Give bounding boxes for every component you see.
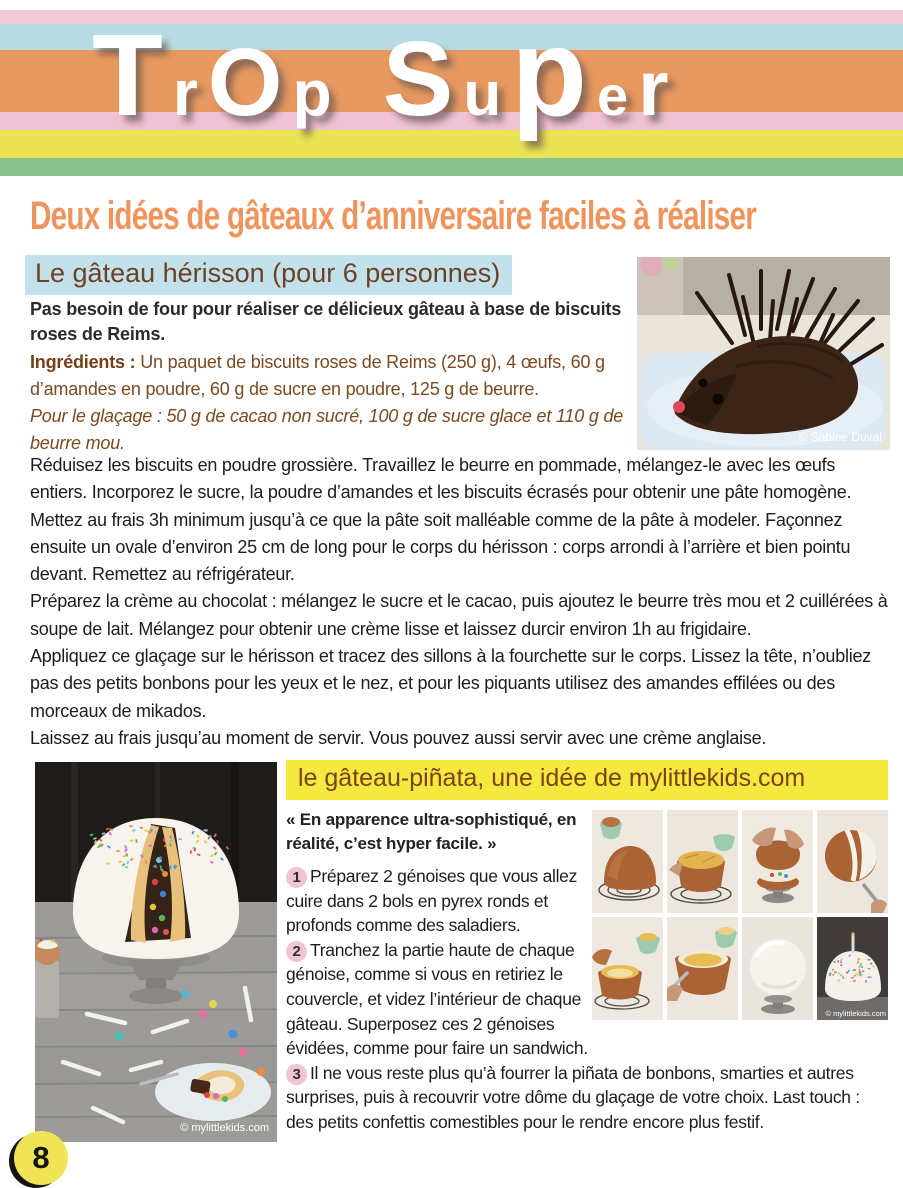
- hedgehog-cake-illustration: [637, 257, 890, 450]
- pinata-quote: « En apparence ultra-sophistiqué, en réalité, c’est hyper facile. »: [286, 810, 577, 853]
- step-2-badge: 2: [286, 941, 307, 962]
- step-3-badge: 3: [286, 1064, 307, 1085]
- section-heading-pinata: le gâteau-piñata, une idée de mylittlekids.com: [286, 760, 888, 800]
- step-3-text: Il ne vous reste plus qu’à fourrer la piñata de bonbons, smarties et autres surprises, puis à recouvrir votre dôme du glaçage de votre choix. Last touch : des petits confettis comestibles pour le rendre encore plus festif.: [286, 1062, 860, 1132]
- photo-credit-herisson: © Sabine Duval: [798, 430, 882, 444]
- glacage-text: Pour le glaçage : 50 g de cacao non sucré, 100 g de sucre glace et 110 g de beurre mou.: [30, 406, 624, 453]
- photo-credit-pinata: © mylittlekids.com: [180, 1122, 269, 1134]
- process-photo-grid: [592, 810, 888, 1020]
- step-3: [286, 1061, 888, 1135]
- process-photo-5: [592, 917, 663, 1020]
- page-number-badge: [14, 1131, 68, 1185]
- process-photo-2: [667, 810, 738, 913]
- process-photo-1: [592, 810, 663, 913]
- process-photo-7: [742, 917, 813, 1020]
- hedgehog-cake-photo: [637, 257, 890, 450]
- step-1-text: Préparez 2 génoises que vous allez cuire dans 2 bols en pyrex ronds et profonds comme des saladiers.: [286, 866, 578, 936]
- process-photo-4: [817, 810, 888, 913]
- herisson-ingredients: [30, 349, 642, 457]
- pinata-column: [286, 760, 888, 1135]
- ingredients-label: Ingrédients :: [30, 352, 136, 372]
- section-heading-herisson: Le gâteau hérisson (pour 6 personnes): [25, 255, 512, 295]
- step-2-text: Tranchez la partie haute de chaque génoise, comme si vous en retiriez le couvercle, et videz l’intérieur de chaque gâteau. Superposez ces 2 génoises évidées, comme pour faire un sandwich.: [286, 939, 588, 1059]
- step-1-badge: 1: [286, 867, 307, 888]
- herisson-paragraph-2: Préparez la crème au chocolat : mélangez le sucre et le cacao, puis ajoutez le beurre très mou et 2 cuillérées à soupe de lait. Mélangez pour obtenir une crème lisse et laissez durcir environ 1h au frigidaire.: [30, 591, 888, 639]
- herisson-instructions: [30, 452, 890, 752]
- herisson-paragraph-4: Laissez au frais jusqu’au moment de servir. Vous pouvez aussi servir avec une crème anglaise.: [30, 727, 767, 748]
- pinata-cake-photo: [35, 762, 277, 1142]
- banner: [0, 0, 903, 176]
- herisson-paragraph-1: Réduisez les biscuits en poudre grossière. Travaillez le beurre en pommade, mélangez-le avec les œufs entiers. Incorporez le sucre, la poudre d’amandes et les biscuits écrasés pour obtenir une pâte homogène. Mettez au frais 3h minimum jusqu’à ce que la pâte soit malléable comme de la pâte à modeler. Façonnez ensuite un ovale d’environ 25 cm de long pour le corps du hérisson : corps arrondi à l’arrière et bien pointu devant. Remettez au réfrigérateur.: [30, 455, 852, 585]
- process-photo-6: [667, 917, 738, 1020]
- ingredients-text: Un paquet de biscuits roses de Reims (250 g), 4 œufs, 60 g d’amandes en poudre, 60 g de sucre en poudre, 125 g de beurre.: [30, 352, 605, 399]
- page-title: TrOp Super: [92, 4, 679, 142]
- herisson-paragraph-3: Appliquez ce glaçage sur le hérisson et tracez des sillons à la fourchette sur le corps. Lissez la tête, n’oubliez pas des petits bonbons pour les yeux et le nez, et pour les piquants utilisez des amandes effilées ou des morceaux de mikados.: [30, 646, 871, 721]
- process-photo-8: [817, 917, 888, 1020]
- main-heading: Deux idées de gâteaux d’anniversaire faciles à réaliser: [30, 194, 757, 238]
- pinata-cake-illustration: [35, 762, 277, 1142]
- grid-photo-credit: © mylittlekids.com: [825, 1009, 886, 1018]
- process-photo-3: [742, 810, 813, 913]
- herisson-intro: Pas besoin de four pour réaliser ce délicieux gâteau à base de biscuits roses de Reims.: [30, 299, 622, 344]
- hedgehog-nose: [673, 401, 685, 413]
- stripe-green: [0, 158, 903, 176]
- page-number: 8: [32, 1140, 50, 1175]
